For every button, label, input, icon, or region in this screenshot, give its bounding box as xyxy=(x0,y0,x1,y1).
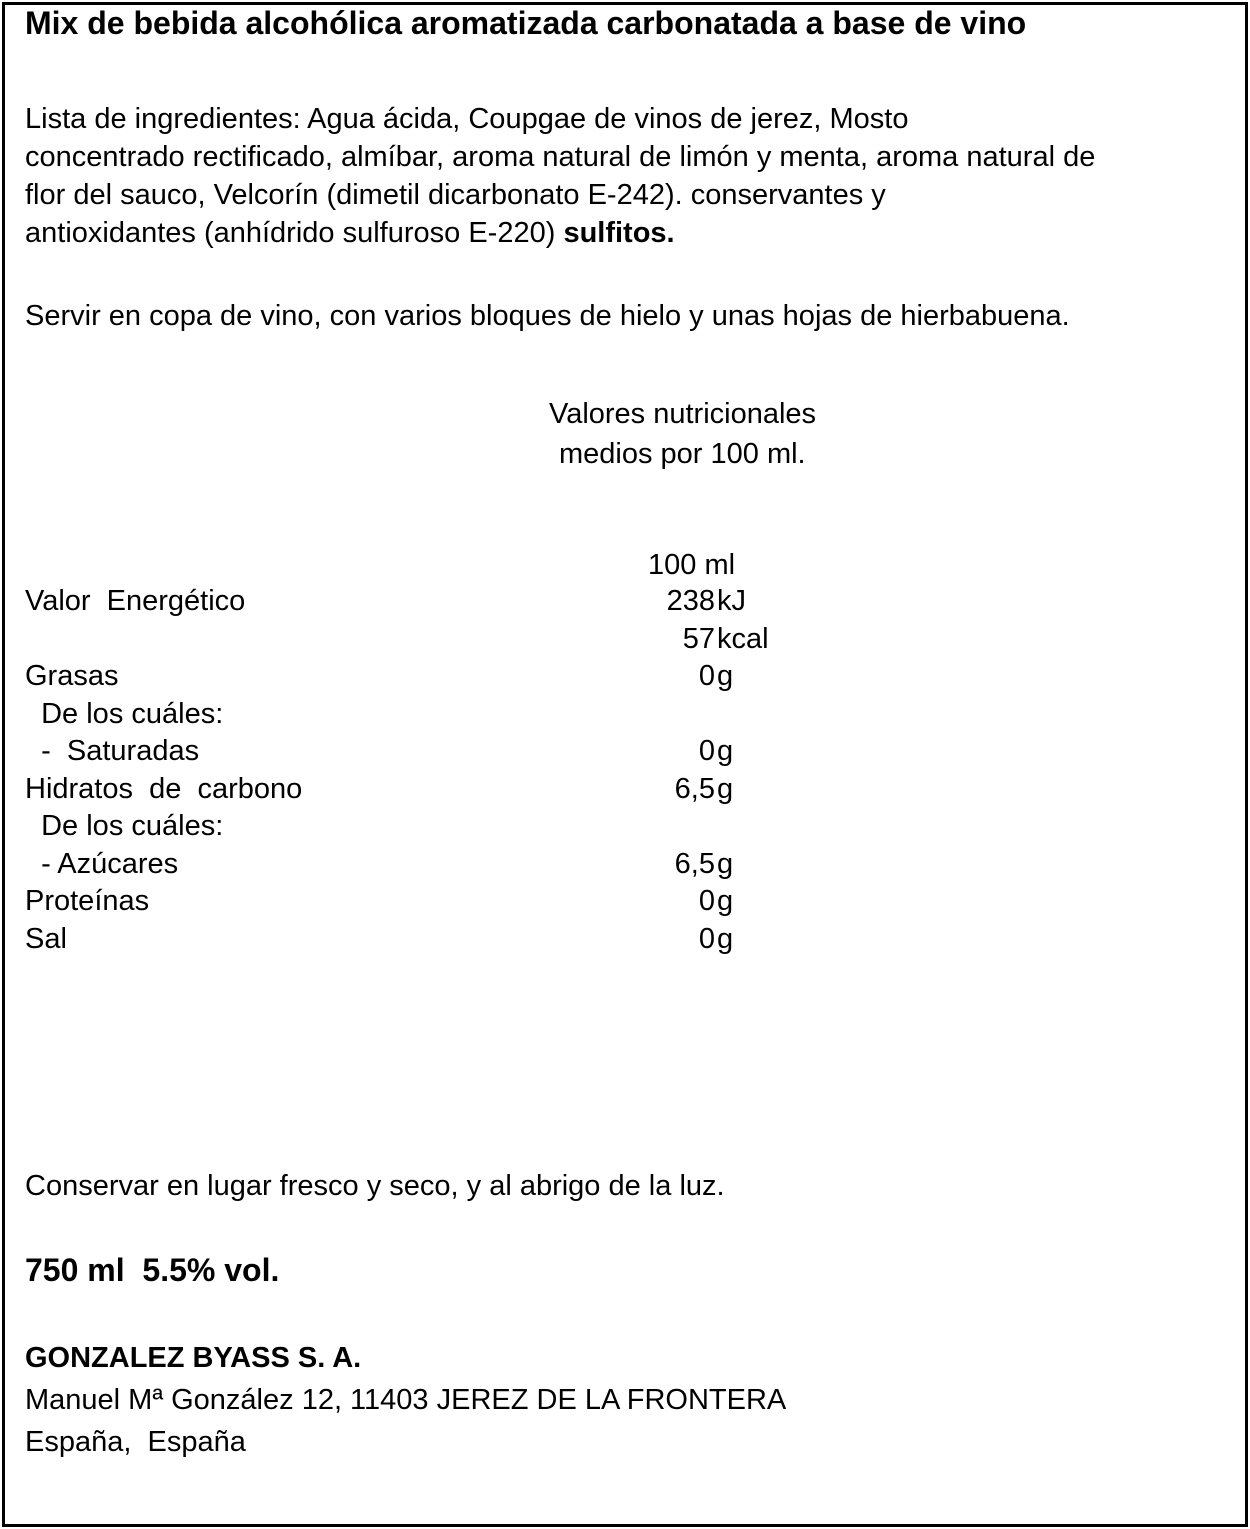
ingredients-line: Lista de ingredientes: Agua ácida, Coupgae de vinos de jerez, Mosto xyxy=(25,103,909,135)
storage-instructions: Conservar en lugar fresco y seco, y al abrigo de la luz. xyxy=(25,1170,725,1202)
nutrition-row-label: Grasas xyxy=(25,660,119,692)
product-title: Mix de bebida alcohólica aromatizada carbonatada a base de vino xyxy=(25,5,1027,41)
volume-abv: 750 ml 5.5% vol. xyxy=(25,1252,280,1288)
ingredients-line: flor del sauco, Velcorín (dimetil dicarbonato E-242). conservantes y xyxy=(25,179,886,211)
company-name: GONZALEZ BYASS S. A. xyxy=(25,1342,362,1374)
nutrition-row-unit: g xyxy=(717,735,734,767)
nutrition-row-unit: g xyxy=(717,885,734,917)
nutrition-row-label: Proteínas xyxy=(25,885,150,917)
ingredients-block xyxy=(25,100,1225,252)
nutrition-row-value: 0 xyxy=(698,735,715,767)
nutrition-row-unit: g xyxy=(717,847,734,880)
nutrition-row-label: Valor Energético xyxy=(25,585,246,617)
nutrition-heading-line1: Valores nutricionales xyxy=(549,398,817,430)
nutrition-row-unit: g xyxy=(717,922,734,955)
nutrition-row-unit: kJ xyxy=(717,585,746,617)
nutrition-row-unit: g xyxy=(717,660,734,692)
nutrition-row-value: 238 xyxy=(666,585,715,617)
allergen-text: sulfitos. xyxy=(563,217,675,249)
nutrition-row-unit: g xyxy=(717,772,734,805)
ingredients-line xyxy=(25,214,1225,252)
nutrition-row-value: 0 xyxy=(698,885,715,917)
nutrition-row-label: Hidratos de carbono xyxy=(25,772,303,805)
nutrition-row-label: De los cuáles: xyxy=(25,810,224,842)
nutrition-row-value: 6,5 xyxy=(674,772,715,805)
nutrition-row-value: 57 xyxy=(682,622,715,655)
nutrition-heading-line2: medios por 100 ml. xyxy=(559,438,806,470)
company-address: Manuel Mª González 12, 11403 JEREZ DE LA FRONTERA xyxy=(25,1384,787,1416)
nutrition-row-label: - Azúcares xyxy=(25,847,179,880)
serving-suggestion: Servir en copa de vino, con varios bloques de hielo y unas hojas de hierbabuena. xyxy=(25,300,1070,332)
ingredients-line: concentrado rectificado, almíbar, aroma natural de limón y menta, aroma natural de xyxy=(25,141,1096,173)
nutrition-column-header: 100 ml xyxy=(648,549,736,581)
ingredients-last-text: antioxidantes (anhídrido sulfuroso E-220) xyxy=(25,217,564,249)
nutrition-row-label: - Saturadas xyxy=(25,735,200,767)
company-country: España, España xyxy=(25,1426,246,1458)
nutrition-row-label: De los cuáles: xyxy=(25,697,224,730)
nutrition-row-value: 0 xyxy=(698,660,715,692)
nutrition-row-label: Sal xyxy=(25,922,67,955)
nutrition-row-value: 6,5 xyxy=(674,847,715,880)
nutrition-row-unit: kcal xyxy=(717,622,769,655)
nutrition-row-value: 0 xyxy=(698,922,715,955)
